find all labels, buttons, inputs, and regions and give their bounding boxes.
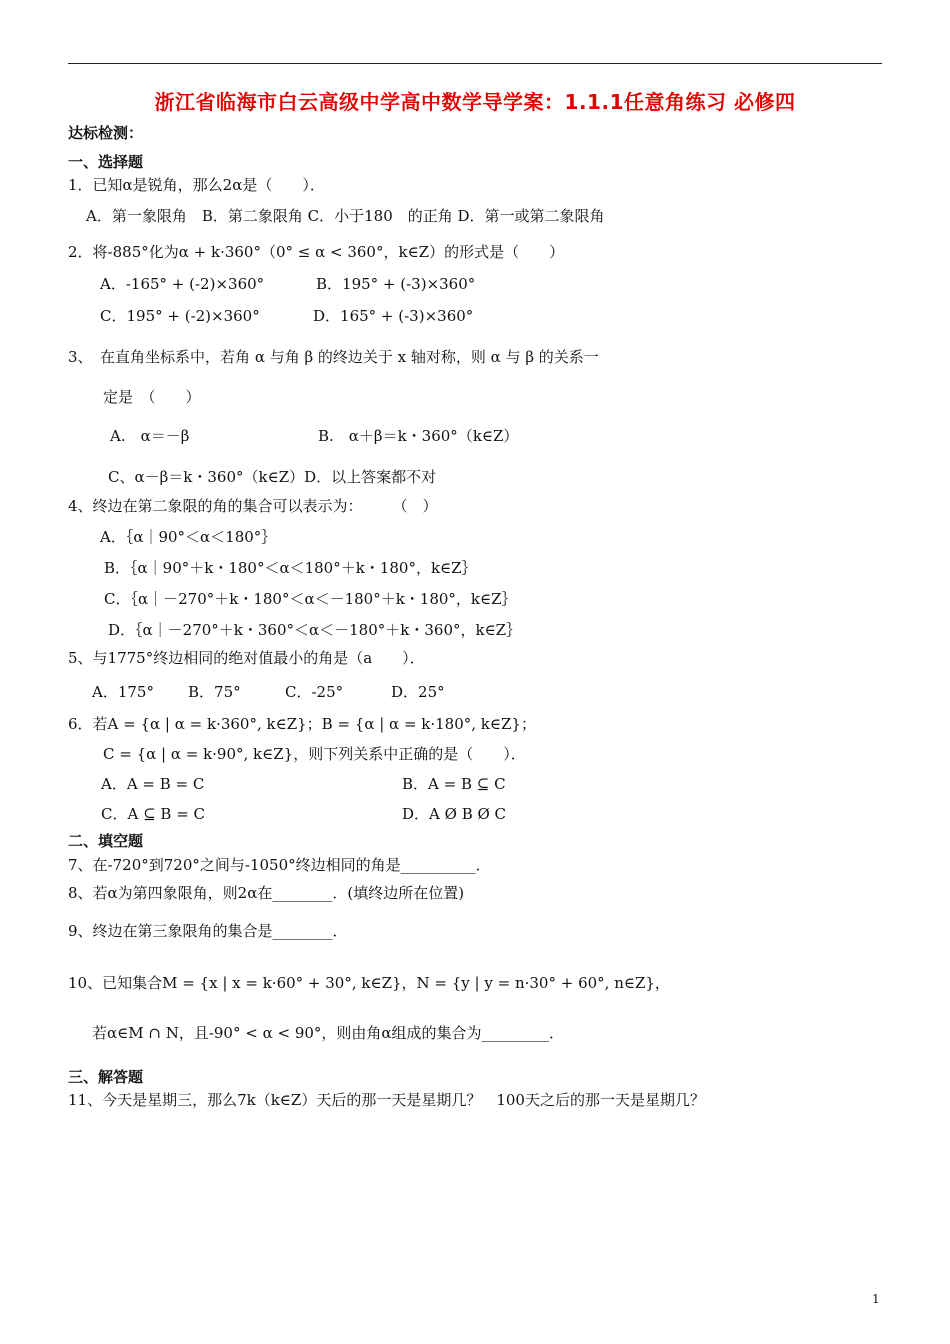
q6-stem-line2: C = {α | α = k·90°, k∈Z}，则下列关系中正确的是（ ）． [103, 745, 526, 763]
q6-option-b: B．A = B ⊆ C [402, 775, 506, 793]
q1-options: A．第一象限角 B．第二象限角 C．小于180 的正角 D．第一或第二象限角 [86, 207, 605, 225]
q4-option-c: C．｛α｜－270°＋k・180°＜α＜－180°＋k・180°，k∈Z｝ [104, 590, 517, 608]
q10-stem-line1: 10、已知集合M = {x | x = k·60° + 30°, k∈Z}，N = {y | y = n·30° + 60°, n∈Z}， [68, 974, 670, 992]
header-rule [68, 63, 882, 64]
page-number: 1 [872, 1292, 880, 1306]
q4-option-d: D．｛α｜－270°＋k・360°＜α＜－180°＋k・360°，k∈Z｝ [108, 621, 522, 639]
q1-stem: 1．已知α是锐角，那么2α是（ ）． [68, 176, 325, 194]
section-heading-answer: 三、解答题 [68, 1068, 144, 1086]
q11: 11、今天是星期三，那么7k（k∈Z）天后的那一天是星期几？ 100天之后的那一天是星期几？ [68, 1091, 705, 1109]
subtitle: 达标检测： [68, 124, 144, 142]
q3-stem-line1: 3、 在直角坐标系中，若角 α 与角 β 的终边关于 x 轴对称，则 α 与 β 的关系一 [68, 348, 599, 366]
q10-stem-line2: 若α∈M ∩ N，且-90° < α < 90°，则由角α组成的集合为_________． [92, 1024, 565, 1042]
q6-option-d: D．A Ø B Ø C [402, 805, 507, 823]
q9: 9、终边在第三象限角的集合是________． [68, 922, 348, 940]
q6-stem-line1: 6．若A = {α | α = k·360°, k∈Z}；B = {α | α = k·180°, k∈Z}； [68, 715, 536, 733]
q5-option-d: D．25° [391, 683, 445, 701]
q5-option-b: B．75° [188, 683, 241, 701]
section-heading-fill: 二、填空题 [68, 832, 144, 850]
q2-option-c: C．195° + (-2)×360° [100, 307, 260, 325]
page-title: 浙江省临海市白云高级中学高中数学导学案：1.1.1任意角练习 必修四 [154, 90, 796, 114]
q8: 8、若α为第四象限角，则2α在________．(填终边所在位置) [68, 884, 465, 902]
q3-option-a: A. α＝－β [110, 427, 190, 445]
q4-stem: 4、终边在第二象限的角的集合可以表示为： （ ） [68, 497, 438, 515]
q2-option-b: B．195° + (-3)×360° [316, 275, 476, 293]
q3-option-b: B. α＋β＝k・360°（k∈Z） [318, 427, 519, 445]
q6-option-c: C．A ⊆ B = C [101, 805, 206, 823]
q5-option-c: C．-25° [285, 683, 344, 701]
q7: 7、在-720°到720°之间与-1050°终边相同的角是__________． [68, 856, 491, 874]
section-heading-choice: 一、选择题 [68, 153, 144, 171]
q2-option-a: A．-165° + (-2)×360° [100, 275, 265, 293]
q2-stem: 2．将-885°化为α + k·360°（0° ≤ α < 360°，k∈Z）的形式是（ ） [68, 243, 565, 261]
q4-option-b: B．｛α｜90°＋k・180°＜α＜180°＋k・180°，k∈Z｝ [104, 559, 477, 577]
q2-option-d: D．165° + (-3)×360° [313, 307, 474, 325]
q5-stem: 5、与1775°终边相同的绝对值最小的角是（a ）． [68, 649, 425, 667]
q4-option-a: A．｛α｜90°＜α＜180°｝ [100, 528, 277, 546]
q6-option-a: A．A = B = C [101, 775, 205, 793]
q3-option-cd: C、α－β＝k・360°（k∈Z）D．以上答案都不对 [108, 468, 437, 486]
q5-option-a: A．175° [92, 683, 154, 701]
q3-stem-line2: 定是 （ ） [103, 388, 201, 406]
